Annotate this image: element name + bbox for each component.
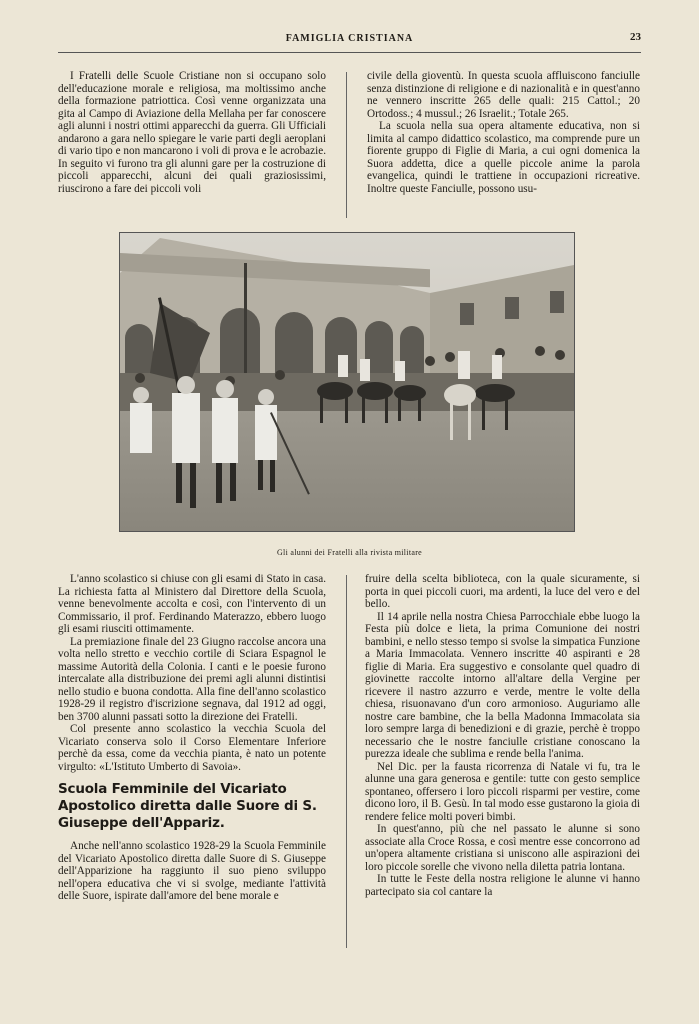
paragraph: In quest'anno, più che nel passato le alunne si sono associate alla Croce Rossa, e così mentre esse concorrono ad un'opera altamente cristiana si uniscono alle aspirazioni dei loro piccole sorelle che vivono nella diletta patria lontana. (365, 823, 640, 873)
top-right-column (367, 70, 640, 220)
paragraph: L'anno scolastico si chiuse con gli esami di Stato in casa. La richiesta fatta al Ministero dal Direttore della Scuola, venne benevolmente accolta e così, con l'intervento di un Commissario, il prof. Ferdinando Materazzo, ebbero luogo gli esami riusciti ottimamente. (58, 573, 326, 635)
bottom-right-column (365, 573, 640, 953)
paragraph: civile della gioventù. In questa scuola affluiscono fanciulle senza distinzione di religione e di nazionalità e in quest'anno ne vennero inscritte 265 delle quali: 215 Cattol.; 20 Ortodoss.; 4 mussul.; 26 Israelit.; Totale 265. (367, 70, 640, 120)
paragraph: La premiazione finale del 23 Giugno raccolse ancora una volta nello stretto e vecchio cortile di Sciara Espagnol le massime Autorità della Colonia. I canti e le poesie furono intercalate alla distribuzione dei premi agli alunni distintisi nello studio e buona condotta. Alla fine dell'anno scolastico 1928-29 il registro d'iscrizione segnava, dal 1912 ad oggi, ben 3700 alunni passati sotto la direzione dei Fratelli. (58, 635, 326, 723)
paragraph: fruire della scelta biblioteca, con la quale sicuramente, si porta in quei piccoli cuori, ma ardenti, la luce del vero e del bello. (365, 573, 640, 610)
parade-photograph (119, 232, 575, 532)
page-number: 23 (630, 31, 641, 43)
section-heading: Scuola Femminile del Vicariato Apostolico diretta dalle Suore di S. Giuseppe dell'Appariz. (58, 781, 317, 831)
column-divider (346, 72, 347, 218)
top-left-column (58, 70, 326, 220)
paragraph: Col presente anno scolastico la vecchia Scuola del Vicariato conserva solo il Corso Elementare Inferiore perchè da essa, come da vecchia pianta, è nato un potente virgulto: «L'Istituto Umberto di Savoia». (58, 723, 326, 773)
paragraph: Anche nell'anno scolastico 1928-29 la Scuola Femminile del Vicariato Apostolico diretta dalle Suore di S. Giuseppe dell'Apparizione ha raggiunto il suo pieno sviluppo nell'opera educativa che vi si svolge, mediante l'attività delle Suore, ispirate dall'amore del bene morale e (58, 840, 326, 902)
bottom-left-column (58, 573, 326, 953)
paragraph: I Fratelli delle Scuole Cristiane non si occupano solo dell'educazione morale e religiosa, ma moltissimo anche della formazione patriottica. Così venne organizzata una gita al Campo di Aviazione della Mellaha per far conoscere agli alunni i nostri ottimi apparecchi da guerra. Gli Ufficiali andarono a gara nello spiegare le varie parti degli aeroplani di vario tipo e non mancarono i voli di prova e le acrobazie. In seguito vi furono tra gli alunni gare per la costruzione di piccoli apparecchi, alcuni dei quali graziosissimi, riuscirono a fare dei piccoli voli (58, 70, 326, 195)
column-divider (346, 575, 347, 948)
header-rule (58, 52, 641, 53)
paragraph: La scuola nella sua opera altamente educativa, non si limita al campo didattico scolastico, ma comprende pure un fiorente gruppo di Figlie di Maria, a cui ogni domenica la Suora addetta, dice a quelle piccole anime la parola evangelica, quindi le trattiene in occupazioni ricreative. Inoltre queste Fanciulle, possono usu- (367, 120, 640, 195)
paragraph: Nel Dic. per la fausta ricorrenza di Natale vi fu, tra le alunne una gara generosa e gentile: tutte con gesto semplice spontaneo, offersero i loro piccoli risparmi per vestire, come dicono loro, il B. Gesù. In tal modo esse gustarono la gioia di rendere felice molti poveri bimbi. (365, 760, 640, 823)
paragraph: Il 14 aprile nella nostra Chiesa Parrocchiale ebbe luogo la Festa più dolce e lieta, la prima Comunione dei nostri bambini, e nello stesso tempo si svolse la simpatica Funzione a Maria Immacolata. Vennero inscritte 40 aspiranti e 28 figlie di Maria. Era suggestivo e consolante quel quadro di giovinette raccolte intorno all'altare della Vergine per ricevere il nastro azzurro e verde, mentre le volte della chiesa, risuonavano d'un coro armonioso. Auguriamo alle nostre care bambine, che la bella Madonna Immacolata sia loro sempre larga di benedizioni e di grazie, perchè è troppo necessario che le nostre fanciulle cristiane conoscano la purezza ideale che sublima e rende bella l'anima. (365, 610, 640, 760)
parade-photograph-illustration (120, 233, 574, 531)
photo-caption: Gli alunni dei Fratelli alla rivista militare (276, 548, 423, 557)
running-header-title: FAMIGLIA CRISTIANA (285, 33, 414, 44)
paragraph: In tutte le Feste della nostra religione le alunne vi hanno partecipato sia col cantare la (365, 873, 640, 898)
